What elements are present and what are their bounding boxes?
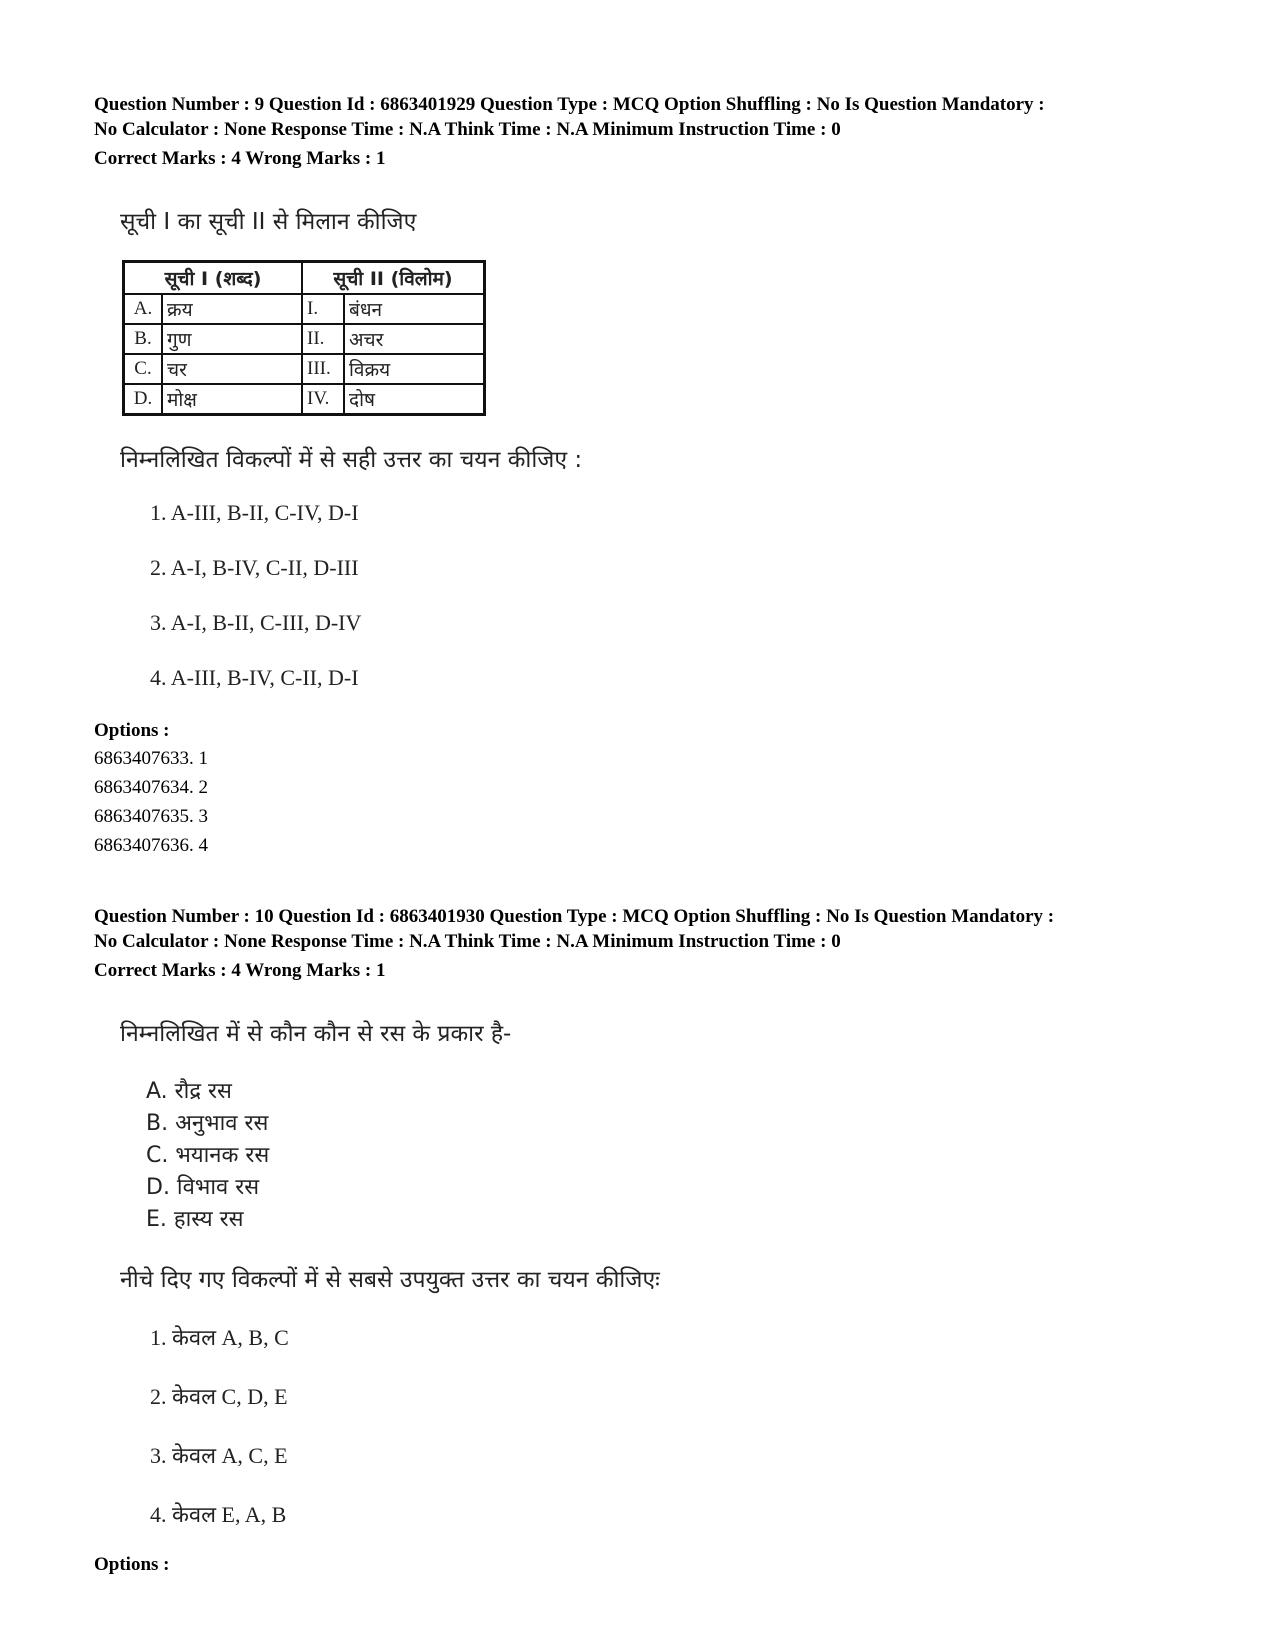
list-2-word: अचर bbox=[344, 324, 485, 354]
q10-item-a: A. रौद्र रस bbox=[146, 1079, 232, 1104]
list-2-index: II. bbox=[302, 324, 344, 354]
list-1-word: क्रय bbox=[162, 294, 302, 324]
q10-item-d: D. विभाव रस bbox=[146, 1175, 260, 1200]
list-2-index: IV. bbox=[302, 384, 344, 415]
list-1-index: D. bbox=[124, 384, 163, 415]
table-row bbox=[124, 384, 485, 415]
list-2-header: सूची II (विलोम) bbox=[302, 262, 485, 295]
q9-choice-4: 4. A-III, B-IV, C-II, D-I bbox=[150, 665, 359, 690]
q9-option-4: 6863407636. 4 bbox=[94, 835, 208, 856]
q9-option-2: 6863407634. 2 bbox=[94, 777, 208, 798]
list-2-index: I. bbox=[302, 294, 344, 324]
list-2-word: दोष bbox=[344, 384, 485, 415]
q10-marks: Correct Marks : 4 Wrong Marks : 1 bbox=[94, 960, 386, 981]
q9-choice-1: 1. A-III, B-II, C-IV, D-I bbox=[150, 500, 359, 525]
q10-options-label: Options : bbox=[94, 1554, 170, 1575]
table-row bbox=[124, 324, 485, 354]
list-2-word: विक्रय bbox=[344, 354, 485, 384]
q10-item-e: E. हास्य रस bbox=[146, 1207, 244, 1232]
q9-options-label: Options : bbox=[94, 720, 170, 741]
match-table-header bbox=[124, 262, 485, 295]
q10-choice-2: 2. केवल C, D, E bbox=[150, 1384, 288, 1409]
table-row bbox=[124, 354, 485, 384]
list-1-index: C. bbox=[124, 354, 163, 384]
q10-choice-4: 4. केवल E, A, B bbox=[150, 1502, 287, 1527]
list-2-index: III. bbox=[302, 354, 344, 384]
q10-item-c: C. भयानक रस bbox=[146, 1143, 270, 1168]
q10-prompt: निम्नलिखित में से कौन कौन से रस के प्रकार है- bbox=[120, 1021, 512, 1047]
list-1-index: B. bbox=[124, 324, 163, 354]
q10-meta-line2: No Calculator : None Response Time : N.A Think Time : N.A Minimum Instruction Time : 0 bbox=[94, 931, 841, 952]
q9-instruction: निम्नलिखित विकल्पों में से सही उत्तर का चयन कीजिए : bbox=[120, 447, 583, 473]
q10-meta-line1: Question Number : 10 Question Id : 6863401930 Question Type : MCQ Option Shuffling : No Is Question Mandatory : bbox=[94, 906, 1055, 927]
list-1-word: मोक्ष bbox=[162, 384, 302, 415]
q10-choice-3: 3. केवल A, C, E bbox=[150, 1443, 288, 1468]
q10-item-b: B. अनुभाव रस bbox=[146, 1111, 269, 1136]
q9-match-table bbox=[122, 260, 486, 416]
q9-choice-3: 3. A-I, B-II, C-III, D-IV bbox=[150, 610, 362, 635]
list-2-word: बंधन bbox=[344, 294, 485, 324]
q10-choice-1: 1. केवल A, B, C bbox=[150, 1325, 289, 1350]
list-1-word: चर bbox=[162, 354, 302, 384]
q9-option-3: 6863407635. 3 bbox=[94, 806, 208, 827]
q10-instruction: नीचे दिए गए विकल्पों में से सबसे उपयुक्त उत्तर का चयन कीजिएः bbox=[120, 1267, 660, 1293]
q9-meta-line2: No Calculator : None Response Time : N.A Think Time : N.A Minimum Instruction Time : 0 bbox=[94, 119, 841, 140]
q9-choice-2: 2. A-I, B-IV, C-II, D-III bbox=[150, 555, 359, 580]
list-1-index: A. bbox=[124, 294, 163, 324]
list-1-word: गुण bbox=[162, 324, 302, 354]
q9-marks: Correct Marks : 4 Wrong Marks : 1 bbox=[94, 148, 386, 169]
q9-option-1: 6863407633. 1 bbox=[94, 748, 208, 769]
q9-prompt: सूची I का सूची II से मिलान कीजिए bbox=[120, 209, 417, 235]
q9-meta-line1: Question Number : 9 Question Id : 6863401929 Question Type : MCQ Option Shuffling : No Is Question Mandatory : bbox=[94, 94, 1045, 115]
list-1-header: सूची I (शब्द) bbox=[124, 262, 303, 295]
table-row bbox=[124, 294, 485, 324]
